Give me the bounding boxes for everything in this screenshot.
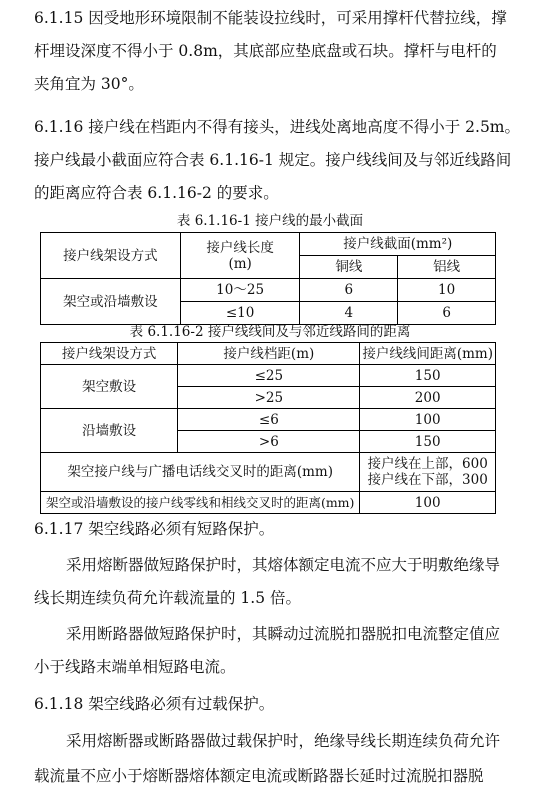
t2-header-method: 接户线架设方式 [41,343,178,365]
section-6-1-17-line-1: 6.1.17 架空线路必须有短路保护。 [34,520,275,538]
t1-cell-aluminum: 6 [398,302,496,325]
table-2-caption: 表 6.1.16-2 接户线线间及与邻近线路间的距离 [129,324,411,340]
t2-header-distance: 接户线线间距离(mm) [360,343,496,365]
t2-group-overhead: 架空敷设 [41,365,178,409]
t2-neutral-phase-crossing-label: 架空或沿墙敷设的接户线零线和相线交叉时的距离(mm) [41,492,360,514]
t1-cell-aluminum: 10 [398,279,496,302]
t2-broadcast-crossing-values [360,453,496,492]
t2-cell-distance: 150 [360,365,496,387]
t2-broadcast-crossing-below: 接户线在下部，300 [367,472,488,488]
t1-cell-copper: 4 [300,302,398,325]
t2-cell-distance: 200 [360,387,496,409]
t1-header-method: 接户线架设方式 [41,233,181,279]
section-6-1-16-line-2: 接户线最小截面应符合表 6.1.16-1 规定。接户线线间及与邻近线路间 [34,151,512,169]
t2-cell-span: ≤25 [178,365,360,387]
t1-cell-length: ≤10 [180,302,300,325]
t2-cell-span: >25 [178,387,360,409]
table-1-caption: 表 6.1.16-1 接户线的最小截面 [176,213,364,229]
section-6-1-18-line-1: 6.1.18 架空线路必须有过载保护。 [34,695,275,713]
t1-header-section: 接户线截面(mm²) [300,233,496,256]
t2-cell-distance: 150 [360,431,496,453]
t2-cell-span: ≤6 [178,409,360,431]
section-6-1-16-line-1: 6.1.16 接户线在档距内不得有接头，进线处离地高度不得小于 2.5m。 [34,118,521,136]
table-clearance-distance [40,342,496,514]
t2-broadcast-crossing-label: 架空接户线与广播电话线交叉时的距离(mm) [41,453,360,492]
section-6-1-15-line-2: 杆埋设深度不得小于 0.8m，其底部应垫底盘或石块。撑杆与电杆的 [34,42,497,60]
paragraph-breaker-short-circuit-line-1: 采用断路器做短路保护时，其瞬动过流脱扣器脱扣电流整定值应 [66,625,501,643]
paragraph-overload-line-2: 载流量不应小于熔断器熔体额定电流或断路器长延时过流脱扣器脱 [34,767,484,785]
t2-header-span: 接户线档距(m) [178,343,360,365]
t1-cell-length: 10～25 [180,279,300,302]
paragraph-fuse-short-circuit-line-2: 线长期连续负荷允许载流量的 1.5 倍。 [34,589,302,607]
t1-cell-copper: 6 [300,279,398,302]
paragraph-breaker-short-circuit-line-2: 小于线路末端单相短路电流。 [34,658,236,676]
t2-cell-span: >6 [178,431,360,453]
t1-cell-method: 架空或沿墙敷设 [41,279,181,325]
t2-group-wall: 沿墙敷设 [41,409,178,453]
t1-header-aluminum: 铝线 [398,256,496,279]
t1-header-length-unit: (m) [228,255,252,272]
section-6-1-15-line-1: 6.1.15 因受地形环境限制不能装设拉线时，可采用撑杆代替拉线，撑 [34,9,507,27]
paragraph-fuse-short-circuit-line-1: 采用熔断器做短路保护时，其熔体额定电流不应大于明敷绝缘导 [66,556,501,574]
t1-header-length-label: 接户线长度 [206,239,274,256]
t2-cell-distance: 100 [360,409,496,431]
t1-header-length [180,233,300,279]
section-6-1-15-line-3: 夹角宜为 30°。 [34,75,144,93]
t2-neutral-phase-crossing-value: 100 [360,492,496,514]
paragraph-overload-line-1: 采用熔断器或断路器做过载保护时，绝缘导线长期连续负荷允许 [66,732,501,750]
t1-header-copper: 铜线 [300,256,398,279]
table-min-cross-section [40,232,496,325]
t2-broadcast-crossing-above: 接户线在上部，600 [367,456,488,472]
section-6-1-16-line-3: 的距离应符合表 6.1.16-2 的要求。 [34,184,279,202]
